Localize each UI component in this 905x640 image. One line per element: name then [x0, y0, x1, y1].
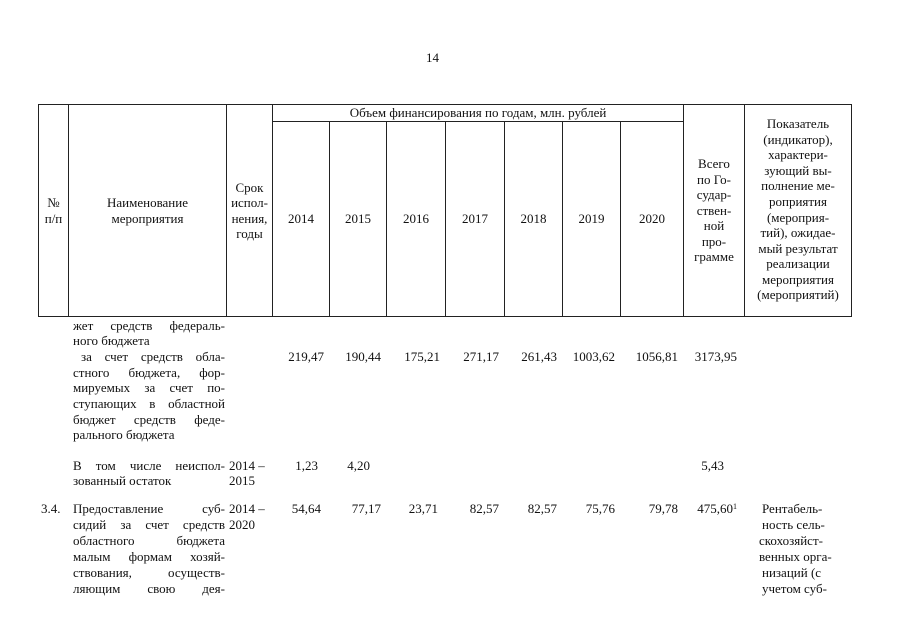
row-name-line: за счет средств обла- [81, 349, 225, 364]
row-value-2015: 4,20 [347, 458, 370, 473]
row-name-line: ствования, осуществ- [73, 565, 225, 580]
row-name-line: областного бюджета [73, 533, 225, 548]
row-name-line: ного бюджета [73, 333, 150, 348]
header-funding-title: Объем финансирования по годам, млн. рублей [349, 105, 607, 121]
row-name-line: рального бюджета [73, 427, 175, 442]
row-value-2019: 1003,62 [572, 349, 615, 364]
header-indicator: Показатель (индикатор), характери- зующий вы- полнение ме- роприятия (мероприя- тий), ожидае- мый результат реализации мероприятия (мероприятий) [757, 115, 839, 303]
row-name-line: В том числе неиспол- [73, 458, 225, 473]
row-number: 3.4. [41, 501, 61, 516]
row-name-line: ступающих в областной [73, 396, 225, 411]
row-indicator-line: венных орга- [759, 549, 832, 564]
row-indicator-line: Рентабель- [762, 501, 823, 516]
row-name-line: сидий за счет средств [73, 517, 225, 532]
row-name-line: малым формам хозяй- [73, 549, 225, 564]
row-value-2016: 23,71 [408, 501, 438, 516]
row-value-2019: 75,76 [585, 501, 615, 516]
row-indicator-line: низаций (с [762, 565, 822, 580]
row-indicator-line: скохозяйст- [759, 533, 823, 548]
row-indicator-line: учетом суб- [762, 581, 827, 596]
header-term: Срок испол- нения, годы [231, 179, 268, 241]
row-value-2014: 219,47 [288, 349, 324, 364]
row-term-line: 2014 – [229, 458, 265, 473]
row-name-line: стного бюджета, фор- [73, 365, 225, 380]
row-value-2020: 79,78 [648, 501, 678, 516]
row-name-line: зованный остаток [73, 473, 172, 488]
row-value-2015: 77,17 [351, 501, 381, 516]
row-value-2016: 175,21 [404, 349, 440, 364]
row-term-line: 2015 [229, 473, 255, 488]
header-year-2014: 2014 [288, 211, 314, 227]
header-year-2020: 2020 [639, 211, 665, 227]
header-year-2015: 2015 [345, 211, 371, 227]
row-name-line: бюджет средств феде- [73, 412, 225, 427]
footnote-mark: 1 [733, 502, 737, 511]
page-number: 14 [426, 50, 439, 65]
row-value-2018: 261,43 [521, 349, 557, 364]
header-year-2019: 2019 [578, 211, 605, 227]
row-term-line: 2020 [229, 517, 255, 532]
row-total [680, 501, 737, 517]
row-value-2018: 82,57 [527, 501, 557, 516]
row-value-2015: 190,44 [345, 349, 381, 364]
header-total: Всего по Го- судар- ствен- ной про- грамме [694, 156, 734, 265]
row-total-value: 475,60 [697, 501, 733, 516]
row-name-line: мируемых за счет по- [73, 380, 225, 395]
header-year-2016: 2016 [403, 211, 429, 227]
row-value-2014: 54,64 [291, 501, 321, 516]
row-name-line: жет средств федераль- [73, 318, 225, 333]
header-year-2017: 2017 [462, 211, 488, 227]
row-total: 5,43 [701, 458, 724, 473]
row-value-2020: 1056,81 [635, 349, 678, 364]
row-value-2017: 82,57 [469, 501, 499, 516]
header-year-2018: 2018 [520, 211, 547, 227]
row-indicator-line: ность сель- [762, 517, 825, 532]
row-value-2017: 271,17 [463, 349, 499, 364]
row-name-line: ляющим свою дея- [73, 581, 225, 596]
header-measure-name: Наименование мероприятия [107, 195, 188, 226]
header-number: № п/п [44, 195, 63, 226]
row-name-line: Предоставление суб- [73, 501, 225, 516]
row-total: 3173,95 [694, 349, 737, 364]
row-term-line: 2014 – [229, 501, 265, 516]
row-value-2014: 1,23 [295, 458, 318, 473]
